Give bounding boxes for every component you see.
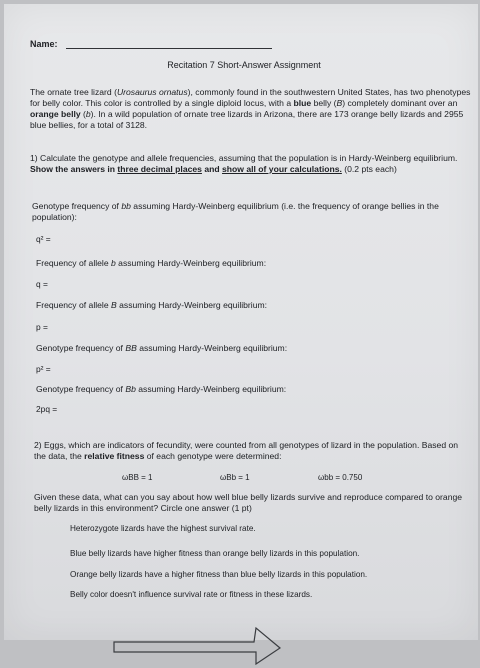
answer-choice[interactable]: Heterozygote lizards have the highest survival rate.: [70, 524, 256, 533]
document-title: Recitation 7 Short-Answer Assignment: [167, 60, 321, 70]
paper-sheet: [4, 4, 478, 640]
item-Bb-prompt: Genotype frequency of Bb assuming Hardy-Weinberg equilibrium:: [36, 384, 287, 394]
item-q-answer-label: q =: [36, 279, 48, 289]
item-q-prompt: Frequency of allele b assuming Hardy-Weinberg equilibrium:: [36, 258, 267, 268]
intro-paragraph: The ornate tree lizard (Urosaurus ornatus), commonly found in the southwestern United States, has two phenotypes for belly color. This color is controlled by a single diploid locus, with a blue belly (B) completely dominant over an orange belly (b). In a wild population of ornate tree lizards in Arizona, there are 173 orange belly lizards and 2955 blue bellies, for a total of 3128.: [30, 87, 471, 130]
question-2-choice-prompt: Given these data, what can you say about how well blue belly lizards survive and reproduce compared to orange belly lizards in this environment? Circle one answer (1 pt): [34, 492, 463, 513]
item-bb-prompt: Genotype frequency of bb assuming Hardy-Weinberg equilibrium (i.e. the frequency of orange bellies in the population):: [32, 201, 439, 222]
name-blank-line: [66, 48, 272, 49]
item-p-answer-label: p =: [36, 322, 48, 332]
item-BB-prompt: Genotype frequency of BB assuming Hardy-Weinberg equilibrium:: [36, 343, 288, 353]
answer-choice[interactable]: Blue belly lizards have higher fitness than orange belly lizards in this population.: [70, 549, 360, 558]
item-p2-answer-label: p² =: [36, 364, 51, 374]
item-p-prompt: Frequency of allele B assuming Hardy-Weinberg equilibrium:: [36, 300, 268, 310]
arrow-shape-outline: [74, 608, 414, 668]
answer-choice[interactable]: Orange belly lizards have a higher fitness than blue belly lizards in this population.: [70, 570, 368, 579]
answer-choice[interactable]: Belly color doesn't influence survival rate or fitness in these lizards.: [70, 590, 313, 599]
item-bb-answer-label: q² =: [36, 234, 51, 244]
fitness-BB: ωBB = 1: [122, 473, 153, 482]
name-label: Name:: [30, 39, 58, 49]
item-2pq-answer-label: 2pq =: [36, 404, 58, 414]
question-1-prompt: 1) Calculate the genotype and allele frequencies, assuming that the population is in Hardy-Weinberg equilibrium. Show the answers in three decimal places and show all of your calculations. (0.2 pts each): [30, 153, 458, 174]
question-2-prompt: 2) Eggs, which are indicators of fecundity, were counted from all genotypes of lizard in the population. Based on the data, the relative fitness of each genotype were determined:: [34, 440, 459, 461]
fitness-Bb: ωBb = 1: [220, 473, 250, 482]
fitness-bb: ωbb = 0.750: [318, 473, 363, 482]
